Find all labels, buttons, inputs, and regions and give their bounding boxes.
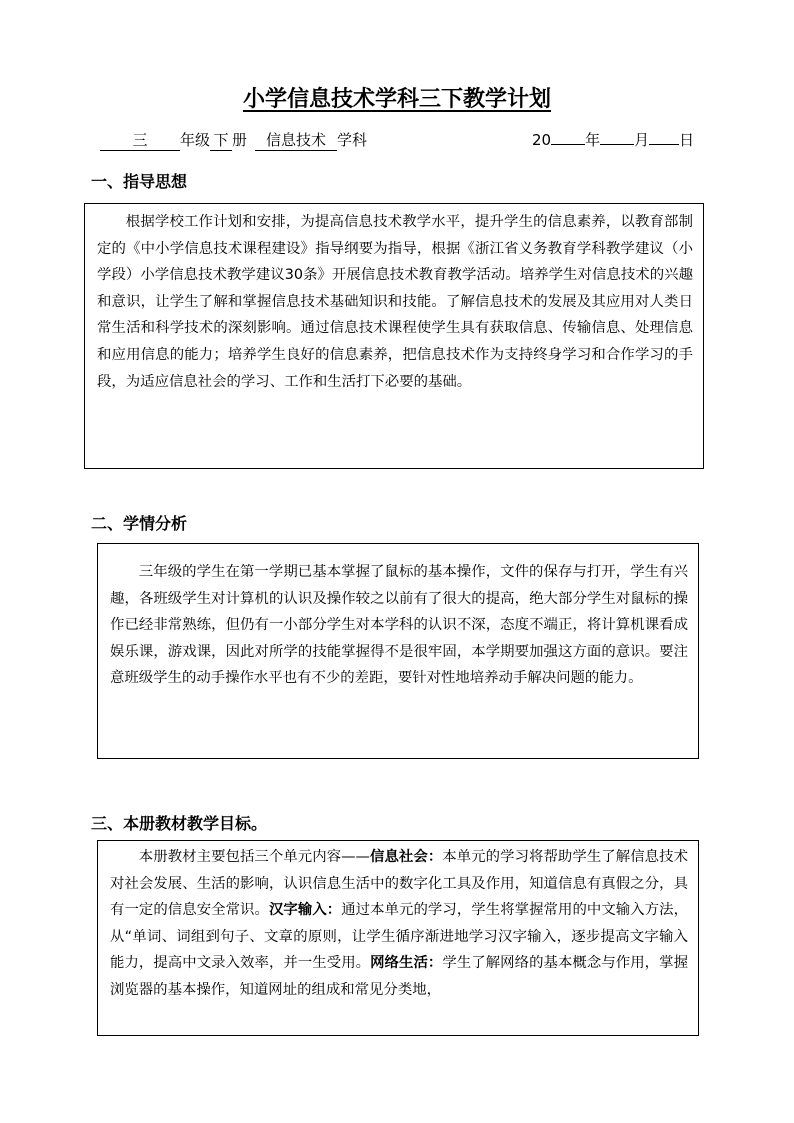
month-blank xyxy=(600,130,634,145)
guiding-ideology-box xyxy=(84,203,704,469)
section-heading-guiding-ideology: 一、指导思想 xyxy=(91,172,188,191)
guiding-ideology-text: 根据学校工作计划和安排，为提高信息技术教学水平，提升学生的信息素养，以教育部制定的《中小学信息技术课程建设》指导纲要为指导，根据《浙江省义务教育学科教学建议（小学段）小学信息技术教学建议30条》开展信息技术教育教学活动。培养学生对信息技术的兴趣和意识，让学生了解和掌握信息技术基础知识和技能。了解信息技术的发展及其应用对人类日常生活和科学技术的深刻影响。通过信息技术课程使学生具有获取信息、传输信息、处理信息和应用信息的能力；培养学生良好的信息素养，把信息技术作为支持终身学习和合作学习的手段，为适应信息社会的学习、工作和生活打下必要的基础。 xyxy=(97,214,693,390)
year-blank xyxy=(551,130,585,145)
day-blank xyxy=(649,130,679,145)
grade-info xyxy=(100,130,367,151)
month-label: 月 xyxy=(634,131,650,149)
volume-value: 下 xyxy=(210,130,232,151)
section-heading-student-analysis: 二、学情分析 xyxy=(91,514,188,533)
date-line xyxy=(532,130,694,150)
subject-value: 信息技术 xyxy=(255,130,337,151)
goals-intro: 本册教材主要包括三个单元内容—— xyxy=(138,849,370,865)
unit-info-society-title: 信息社会： xyxy=(369,849,443,865)
page-title xyxy=(0,82,794,113)
volume-label: 册 xyxy=(232,131,248,149)
unit-network-life-title: 网络生活： xyxy=(370,955,443,972)
unit-chinese-input-title: 汉字输入： xyxy=(268,902,342,919)
student-analysis-box xyxy=(97,543,699,759)
teaching-goals-box xyxy=(97,840,699,1036)
grade-label: 年级 xyxy=(180,131,211,149)
year-label: 年 xyxy=(585,131,601,149)
student-analysis-text: 三年级的学生在第一学期已基本掌握了鼠标的基本操作，文件的保存与打开，学生有兴趣，各班级学生对计算机的认识及操作较之以前有了很大的提高，绝大部分学生对鼠标的操作已经非常熟练，但仍有一小部分学生对本学科的认识不深，态度不端正，将计算机课看成娱乐课，游戏课，因此对所学的技能掌握得不是很牢固，本学期要加强这方面的意识。要注意班级学生的动手操作水平也有不少的差距，要针对性地培养动手解决问题的能力。 xyxy=(110,564,688,687)
unit-chinese-input-desc: 通过本单元的学习，学生将掌握常用的中文输入方法，从“单词、词组到句子、文章的原则，让学生循序渐进地学习汉字输入，逐步提高文字输入能力，提高中文录入效率，并一生受用。 xyxy=(110,902,688,972)
teaching-goals-text xyxy=(110,844,688,1004)
unit-info-society-desc: 本单元的学习将帮助学生了解信息技术对社会发展、生活的影响，认识信息生活中的数字化工具及作用，知道信息有真假之分，具有一定的信息安全常识。 xyxy=(110,849,688,919)
unit-network-life-desc: 学生了解网络的基本概念与作用，掌握浏览器的基本操作，知道网址的组成和常见分类地， xyxy=(110,955,688,998)
section-heading-teaching-goals: 三、本册教材教学目标。 xyxy=(91,814,268,833)
page-title-text: 小学信息技术学科三下教学计划 xyxy=(242,87,551,112)
subject-label: 学科 xyxy=(337,131,368,149)
year-prefix: 20 xyxy=(532,131,552,149)
grade-value: 三 xyxy=(100,130,180,151)
day-label: 日 xyxy=(679,131,695,149)
